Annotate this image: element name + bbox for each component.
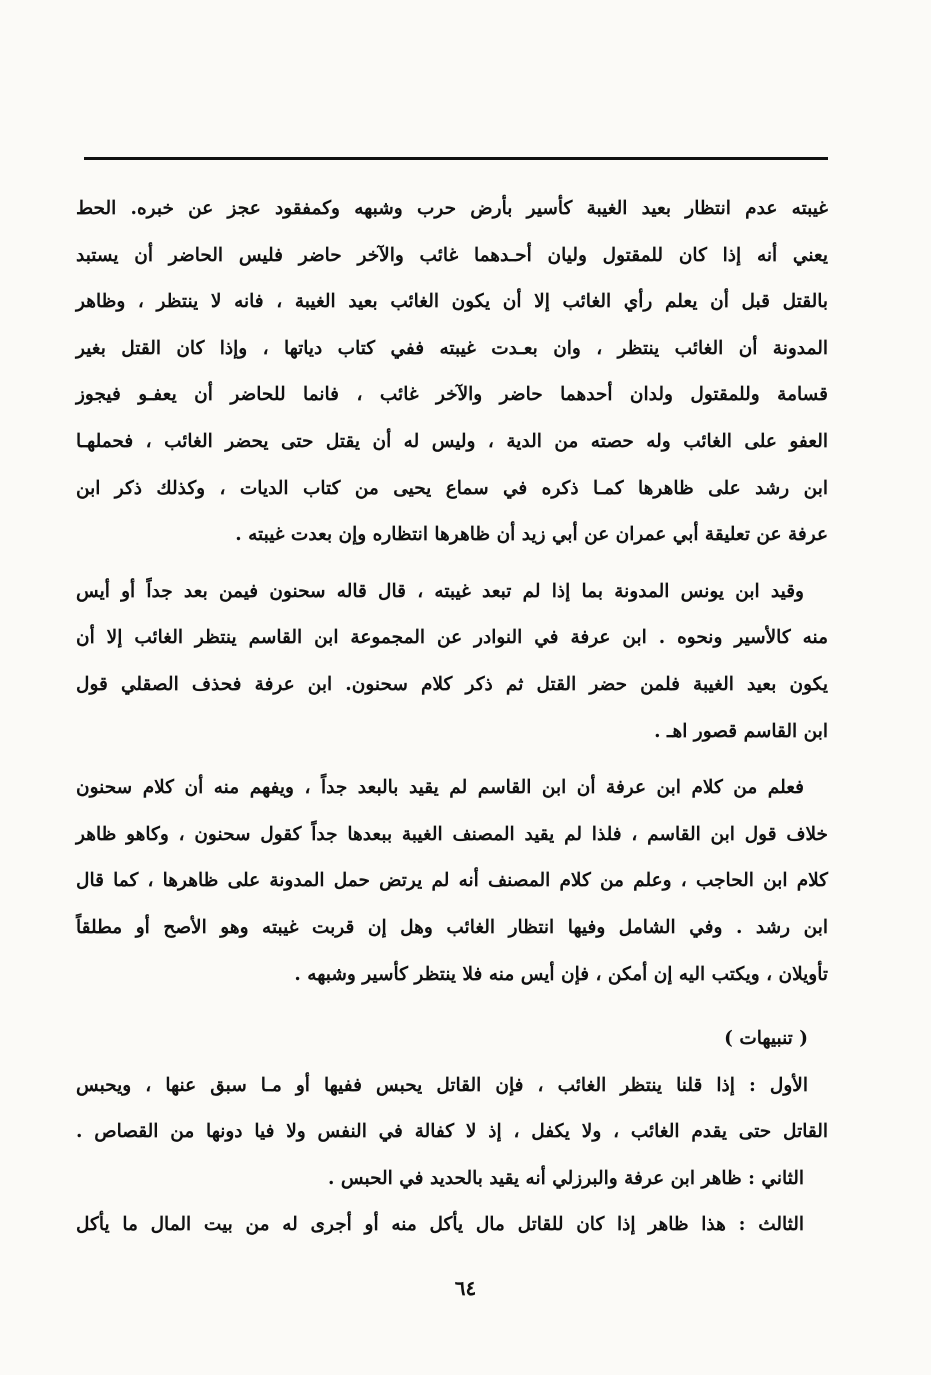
text-line: ابن القاسم قصور اهـ . <box>654 720 828 742</box>
text-line: يعني أنه إذا كان للمقتول وليان أحـدهما غائب والآخر حاضر فليس الحاضر أن يستبد <box>76 244 828 266</box>
text-line: فعلم من كلام ابن عرفة أن ابن القاسم لم يقيد بالبعد جداً ، ويفهم منه أن كلام سحنون <box>76 777 804 799</box>
text-line: كلام ابن الحاجب ، وعلم من كلام المصنف أنه لم يرتض حمل المدونة على ظاهرها ، كما قال <box>76 870 828 892</box>
text-line: وقيد ابن يونس المدونة بما إذا لم تبعد غيبته ، قال قاله سحنون فيمن بعد جداً أو أيس <box>76 580 804 602</box>
note-first <box>76 1063 828 1156</box>
text-line: القاتل حتى يقدم الغائب ، ولا يكفل ، إذ لا كفالة في النفس ولا فيا دونها من القصاص . <box>76 1121 828 1143</box>
text-line: الثاني : ظاهر ابن عرفة والبرزلي أنه يقيد بالحديد في الحبس . <box>328 1167 804 1189</box>
paragraph-1 <box>76 186 828 559</box>
paragraph-2 <box>76 569 828 755</box>
note-second <box>76 1156 828 1203</box>
text-line: المدونة أن الغائب ينتظر ، وان بعـدت غيبته ففي كتاب دياتها ، وإذا كان القتل بغير <box>76 337 828 359</box>
text-line: الأول : إذا قلنا ينتظر الغائب ، فإن القاتل يحبس ففيها أو مـا سبق عنها ، ويحبس <box>76 1074 808 1096</box>
paragraph-3 <box>76 765 828 998</box>
text-line: العفو على الغائب وله حصته من الدية ، وليس له أن يقتل حتى يحضر الغائب ، فحملهـا <box>76 430 828 452</box>
page-number: ٦٤ <box>454 1276 477 1300</box>
text-line: بالقتل قبل أن يعلم رأي الغائب إلا أن يكون الغائب بعيد الغيبة ، فانه لا ينتظر ، وظاهر <box>76 291 828 313</box>
note-third <box>76 1202 828 1249</box>
text-line: ابن رشد . وفي الشامل وفيها انتظار الغائب وهل إن قربت غيبته وهو الأصح أو مطلقاً <box>76 916 828 938</box>
text-line: خلاف قول ابن القاسم ، فلذا لم يقيد المصنف الغيبة ببعدها جداً كقول سحنون ، وكاهو ظاهر <box>76 823 828 845</box>
text-line: قسامة وللمقتول ولدان أحدهما حاضر والآخر غائب ، فانما للحاضر أن يعفـو فيجوز <box>76 384 828 406</box>
body-text <box>76 186 828 1249</box>
text-line: ابن رشد على ظاهرها كمـا ذكره في سماع يحيى من كتاب الديات ، وكذلك ذكر ابن <box>76 477 828 499</box>
text-line: غيبته عدم انتظار بعيد الغيبة كأسير بأرض حرب وشبهه وكمفقود عجز عن خبره. الحط <box>76 198 828 219</box>
text-line: عرفة عن تعليقة أبي عمران عن أبي زيد أن ظاهرها انتظاره وإن بعدت غيبته . <box>235 524 828 546</box>
text-line: يكون بعيد الغيبة فلمن حضر القتل ثم ذكر كلام سحنون. ابن عرفة فحذف الصقلي قول <box>76 673 828 695</box>
text-line: تأويلان ، ويكتب اليه إن أمكن ، فإن أيس منه فلا ينتظر كأسير وشبهه . <box>294 963 828 985</box>
header-rule <box>84 157 828 160</box>
text-line: منه كالأسير ونحوه . ابن عرفة في النوادر عن المجموعة ابن القاسم ينتظر الغائب إلا أن <box>76 627 828 649</box>
section-heading: ( تنبيهات ) <box>724 1028 808 1050</box>
text-line: الثالث : هذا ظاهر إذا كان للقاتل مال يأكل منه أو أجرى له من بيت المال ما يأكل <box>76 1214 804 1236</box>
